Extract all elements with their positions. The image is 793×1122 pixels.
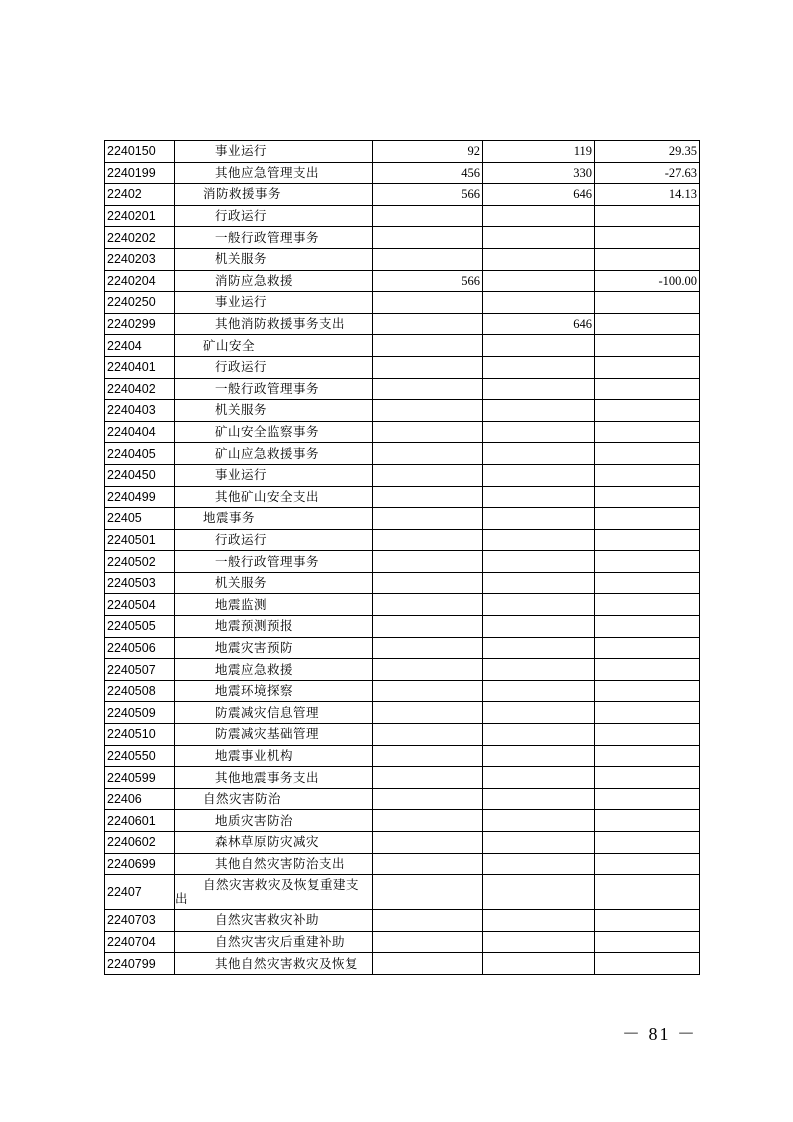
table-row xyxy=(105,853,700,875)
row-code-cell: 2240203 xyxy=(105,248,175,270)
row-code-cell: 2240503 xyxy=(105,572,175,594)
table-row xyxy=(105,810,700,832)
row-value-cell-1 xyxy=(373,335,483,357)
row-value-cell-3 xyxy=(595,788,700,810)
row-code-cell: 2240405 xyxy=(105,443,175,465)
table-row xyxy=(105,788,700,810)
row-value-cell-1 xyxy=(373,637,483,659)
row-value-cell-3 xyxy=(595,443,700,465)
row-value-cell-3: 14.13 xyxy=(595,184,700,206)
row-name-cell xyxy=(175,875,373,910)
row-code-cell: 2240504 xyxy=(105,594,175,616)
row-code-cell: 22405 xyxy=(105,508,175,530)
row-value-cell-1 xyxy=(373,616,483,638)
row-value-cell-1 xyxy=(373,702,483,724)
row-value-cell-2 xyxy=(483,421,595,443)
row-name-cell: 自然灾害防治 xyxy=(175,788,373,810)
row-code-cell: 2240703 xyxy=(105,910,175,932)
row-code-cell: 2240602 xyxy=(105,832,175,854)
table-row xyxy=(105,551,700,573)
row-code-cell: 2240450 xyxy=(105,464,175,486)
row-value-cell-3 xyxy=(595,745,700,767)
row-name-cell: 事业运行 xyxy=(175,141,373,163)
table-row xyxy=(105,508,700,530)
row-value-cell-2 xyxy=(483,378,595,400)
table-row xyxy=(105,421,700,443)
row-value-cell-3 xyxy=(595,464,700,486)
row-value-cell-3 xyxy=(595,529,700,551)
table-row xyxy=(105,702,700,724)
row-value-cell-1 xyxy=(373,931,483,953)
row-name-cell: 机关服务 xyxy=(175,400,373,422)
row-value-cell-2 xyxy=(483,227,595,249)
row-value-cell-2 xyxy=(483,356,595,378)
row-value-cell-1 xyxy=(373,313,483,335)
table-row xyxy=(105,529,700,551)
table-row xyxy=(105,486,700,508)
row-value-cell-1 xyxy=(373,378,483,400)
budget-table-body xyxy=(105,141,700,975)
row-value-cell-3 xyxy=(595,853,700,875)
row-name-cell: 其他应急管理支出 xyxy=(175,162,373,184)
row-name-cell: 矿山安全监察事务 xyxy=(175,421,373,443)
row-value-cell-1 xyxy=(373,572,483,594)
row-value-cell-3 xyxy=(595,248,700,270)
table-row xyxy=(105,767,700,789)
table-row xyxy=(105,464,700,486)
table-row xyxy=(105,248,700,270)
row-value-cell-1 xyxy=(373,910,483,932)
row-code-cell: 2240506 xyxy=(105,637,175,659)
row-value-cell-2 xyxy=(483,767,595,789)
row-code-cell: 22402 xyxy=(105,184,175,206)
row-value-cell-3 xyxy=(595,335,700,357)
row-value-cell-3 xyxy=(595,378,700,400)
row-name-cell: 机关服务 xyxy=(175,572,373,594)
row-value-cell-3: -100.00 xyxy=(595,270,700,292)
row-name-cell: 自然灾害灾后重建补助 xyxy=(175,931,373,953)
budget-table xyxy=(104,140,700,975)
row-name-cell: 矿山应急救援事务 xyxy=(175,443,373,465)
row-code-cell: 2240799 xyxy=(105,953,175,975)
table-row xyxy=(105,378,700,400)
row-value-cell-2 xyxy=(483,702,595,724)
table-row xyxy=(105,616,700,638)
row-value-cell-1 xyxy=(373,953,483,975)
row-code-cell: 2240550 xyxy=(105,745,175,767)
row-name-cell: 地震监测 xyxy=(175,594,373,616)
row-name-cell: 防震减灾信息管理 xyxy=(175,702,373,724)
row-code-cell: 2240299 xyxy=(105,313,175,335)
row-name-cell: 行政运行 xyxy=(175,356,373,378)
row-value-cell-2 xyxy=(483,464,595,486)
table-row xyxy=(105,184,700,206)
row-value-cell-3 xyxy=(595,680,700,702)
row-value-cell-1 xyxy=(373,810,483,832)
row-value-cell-2 xyxy=(483,508,595,530)
row-name-cell: 事业运行 xyxy=(175,464,373,486)
row-code-cell: 2240601 xyxy=(105,810,175,832)
row-name-cell: 机关服务 xyxy=(175,248,373,270)
row-value-cell-2 xyxy=(483,400,595,422)
row-value-cell-3 xyxy=(595,292,700,314)
row-value-cell-2 xyxy=(483,443,595,465)
row-value-cell-3 xyxy=(595,637,700,659)
row-value-cell-1 xyxy=(373,443,483,465)
table-row xyxy=(105,313,700,335)
row-value-cell-2 xyxy=(483,810,595,832)
row-value-cell-2 xyxy=(483,616,595,638)
row-value-cell-3 xyxy=(595,875,700,910)
row-value-cell-2 xyxy=(483,832,595,854)
row-value-cell-2 xyxy=(483,659,595,681)
row-code-cell: 2240201 xyxy=(105,205,175,227)
row-code-cell: 2240402 xyxy=(105,378,175,400)
row-value-cell-1 xyxy=(373,745,483,767)
row-value-cell-2: 330 xyxy=(483,162,595,184)
row-code-cell: 2240507 xyxy=(105,659,175,681)
row-value-cell-2 xyxy=(483,270,595,292)
row-value-cell-1 xyxy=(373,659,483,681)
table-row xyxy=(105,953,700,975)
row-code-cell: 2240401 xyxy=(105,356,175,378)
row-name-cell: 矿山安全 xyxy=(175,335,373,357)
row-value-cell-3 xyxy=(595,486,700,508)
row-value-cell-1: 92 xyxy=(373,141,483,163)
row-code-cell: 2240199 xyxy=(105,162,175,184)
table-row xyxy=(105,931,700,953)
row-name-cell: 防震减灾基础管理 xyxy=(175,724,373,746)
row-value-cell-3 xyxy=(595,400,700,422)
table-row xyxy=(105,443,700,465)
row-value-cell-1 xyxy=(373,356,483,378)
row-value-cell-2 xyxy=(483,205,595,227)
row-value-cell-1 xyxy=(373,788,483,810)
row-name-cell: 一般行政管理事务 xyxy=(175,227,373,249)
row-value-cell-1 xyxy=(373,292,483,314)
row-value-cell-3 xyxy=(595,832,700,854)
row-value-cell-1 xyxy=(373,529,483,551)
row-name-cell: 地震应急救援 xyxy=(175,659,373,681)
row-name-cell: 其他矿山安全支出 xyxy=(175,486,373,508)
row-name-cell: 地震事业机构 xyxy=(175,745,373,767)
row-value-cell-3 xyxy=(595,572,700,594)
row-code-cell: 2240404 xyxy=(105,421,175,443)
table-row xyxy=(105,832,700,854)
row-value-cell-2 xyxy=(483,335,595,357)
row-name-cell: 森林草原防灾减灾 xyxy=(175,832,373,854)
row-value-cell-2 xyxy=(483,910,595,932)
row-value-cell-2 xyxy=(483,486,595,508)
row-value-cell-2 xyxy=(483,529,595,551)
row-code-cell: 2240509 xyxy=(105,702,175,724)
row-name-cell: 地震事务 xyxy=(175,508,373,530)
table-row xyxy=(105,594,700,616)
row-name-cell: 其他自然灾害防治支出 xyxy=(175,853,373,875)
row-name-cell: 消防应急救援 xyxy=(175,270,373,292)
row-value-cell-1: 456 xyxy=(373,162,483,184)
row-value-cell-2 xyxy=(483,875,595,910)
row-value-cell-2 xyxy=(483,745,595,767)
row-value-cell-3 xyxy=(595,953,700,975)
row-value-cell-3 xyxy=(595,356,700,378)
row-value-cell-2: 119 xyxy=(483,141,595,163)
row-value-cell-1 xyxy=(373,767,483,789)
row-value-cell-1 xyxy=(373,205,483,227)
row-value-cell-3: -27.63 xyxy=(595,162,700,184)
row-name-cell: 行政运行 xyxy=(175,529,373,551)
row-name-cell: 地震预测预报 xyxy=(175,616,373,638)
row-value-cell-1 xyxy=(373,400,483,422)
row-name-text: 自然灾害救灾及恢复重建支出 xyxy=(175,877,360,907)
row-value-cell-2 xyxy=(483,724,595,746)
row-value-cell-3 xyxy=(595,313,700,335)
row-value-cell-1 xyxy=(373,464,483,486)
row-value-cell-2 xyxy=(483,953,595,975)
table-row xyxy=(105,659,700,681)
row-code-cell: 2240250 xyxy=(105,292,175,314)
row-code-cell: 2240508 xyxy=(105,680,175,702)
row-value-cell-1 xyxy=(373,875,483,910)
table-row xyxy=(105,162,700,184)
row-code-cell: 2240204 xyxy=(105,270,175,292)
row-value-cell-2 xyxy=(483,680,595,702)
row-value-cell-2 xyxy=(483,292,595,314)
row-value-cell-2 xyxy=(483,594,595,616)
row-value-cell-2 xyxy=(483,551,595,573)
row-value-cell-3 xyxy=(595,724,700,746)
row-name-cell: 其他自然灾害救灾及恢复 xyxy=(175,953,373,975)
table-row xyxy=(105,724,700,746)
row-name-cell: 自然灾害救灾补助 xyxy=(175,910,373,932)
table-row xyxy=(105,141,700,163)
row-code-cell: 2240502 xyxy=(105,551,175,573)
row-value-cell-1 xyxy=(373,421,483,443)
row-value-cell-1: 566 xyxy=(373,184,483,206)
row-value-cell-2 xyxy=(483,931,595,953)
row-value-cell-1 xyxy=(373,680,483,702)
row-name-cell: 其他地震事务支出 xyxy=(175,767,373,789)
row-code-cell: 2240403 xyxy=(105,400,175,422)
row-value-cell-3: 29.35 xyxy=(595,141,700,163)
row-code-cell: 2240499 xyxy=(105,486,175,508)
table-row xyxy=(105,680,700,702)
row-code-cell: 22406 xyxy=(105,788,175,810)
row-name-cell: 地震环境探察 xyxy=(175,680,373,702)
table-row xyxy=(105,227,700,249)
row-value-cell-2 xyxy=(483,853,595,875)
row-value-cell-3 xyxy=(595,227,700,249)
row-value-cell-3 xyxy=(595,551,700,573)
table-row xyxy=(105,637,700,659)
table-row xyxy=(105,205,700,227)
row-name-cell: 一般行政管理事务 xyxy=(175,551,373,573)
row-value-cell-3 xyxy=(595,421,700,443)
row-code-cell: 22407 xyxy=(105,875,175,910)
row-name-cell: 一般行政管理事务 xyxy=(175,378,373,400)
row-value-cell-2 xyxy=(483,788,595,810)
table-row xyxy=(105,335,700,357)
table-row xyxy=(105,356,700,378)
row-value-cell-3 xyxy=(595,659,700,681)
row-name-cell: 行政运行 xyxy=(175,205,373,227)
row-value-cell-3 xyxy=(595,594,700,616)
row-value-cell-1 xyxy=(373,832,483,854)
row-code-cell: 2240202 xyxy=(105,227,175,249)
row-name-cell: 其他消防救援事务支出 xyxy=(175,313,373,335)
row-code-cell: 2240699 xyxy=(105,853,175,875)
table-row xyxy=(105,400,700,422)
row-code-cell: 2240505 xyxy=(105,616,175,638)
row-value-cell-1 xyxy=(373,853,483,875)
table-row xyxy=(105,745,700,767)
row-value-cell-1 xyxy=(373,508,483,530)
table-row xyxy=(105,572,700,594)
row-name-cell: 地震灾害预防 xyxy=(175,637,373,659)
row-value-cell-1 xyxy=(373,551,483,573)
row-value-cell-2: 646 xyxy=(483,313,595,335)
row-value-cell-2: 646 xyxy=(483,184,595,206)
row-value-cell-3 xyxy=(595,767,700,789)
row-value-cell-1 xyxy=(373,594,483,616)
row-value-cell-1 xyxy=(373,486,483,508)
row-value-cell-3 xyxy=(595,508,700,530)
row-value-cell-1: 566 xyxy=(373,270,483,292)
page-number: － 81 － xyxy=(622,1024,697,1044)
row-name-cell: 消防救援事务 xyxy=(175,184,373,206)
row-value-cell-3 xyxy=(595,910,700,932)
row-code-cell: 22404 xyxy=(105,335,175,357)
table-row xyxy=(105,875,700,910)
row-value-cell-2 xyxy=(483,637,595,659)
row-value-cell-3 xyxy=(595,810,700,832)
row-code-cell: 2240150 xyxy=(105,141,175,163)
row-value-cell-2 xyxy=(483,572,595,594)
row-value-cell-3 xyxy=(595,702,700,724)
row-value-cell-1 xyxy=(373,248,483,270)
row-code-cell: 2240704 xyxy=(105,931,175,953)
row-value-cell-1 xyxy=(373,724,483,746)
row-value-cell-3 xyxy=(595,931,700,953)
row-value-cell-2 xyxy=(483,248,595,270)
table-row xyxy=(105,910,700,932)
row-value-cell-1 xyxy=(373,227,483,249)
row-code-cell: 2240599 xyxy=(105,767,175,789)
row-name-cell: 事业运行 xyxy=(175,292,373,314)
table-row xyxy=(105,292,700,314)
row-value-cell-3 xyxy=(595,205,700,227)
row-code-cell: 2240501 xyxy=(105,529,175,551)
row-name-cell: 地质灾害防治 xyxy=(175,810,373,832)
row-code-cell: 2240510 xyxy=(105,724,175,746)
row-value-cell-3 xyxy=(595,616,700,638)
table-row xyxy=(105,270,700,292)
